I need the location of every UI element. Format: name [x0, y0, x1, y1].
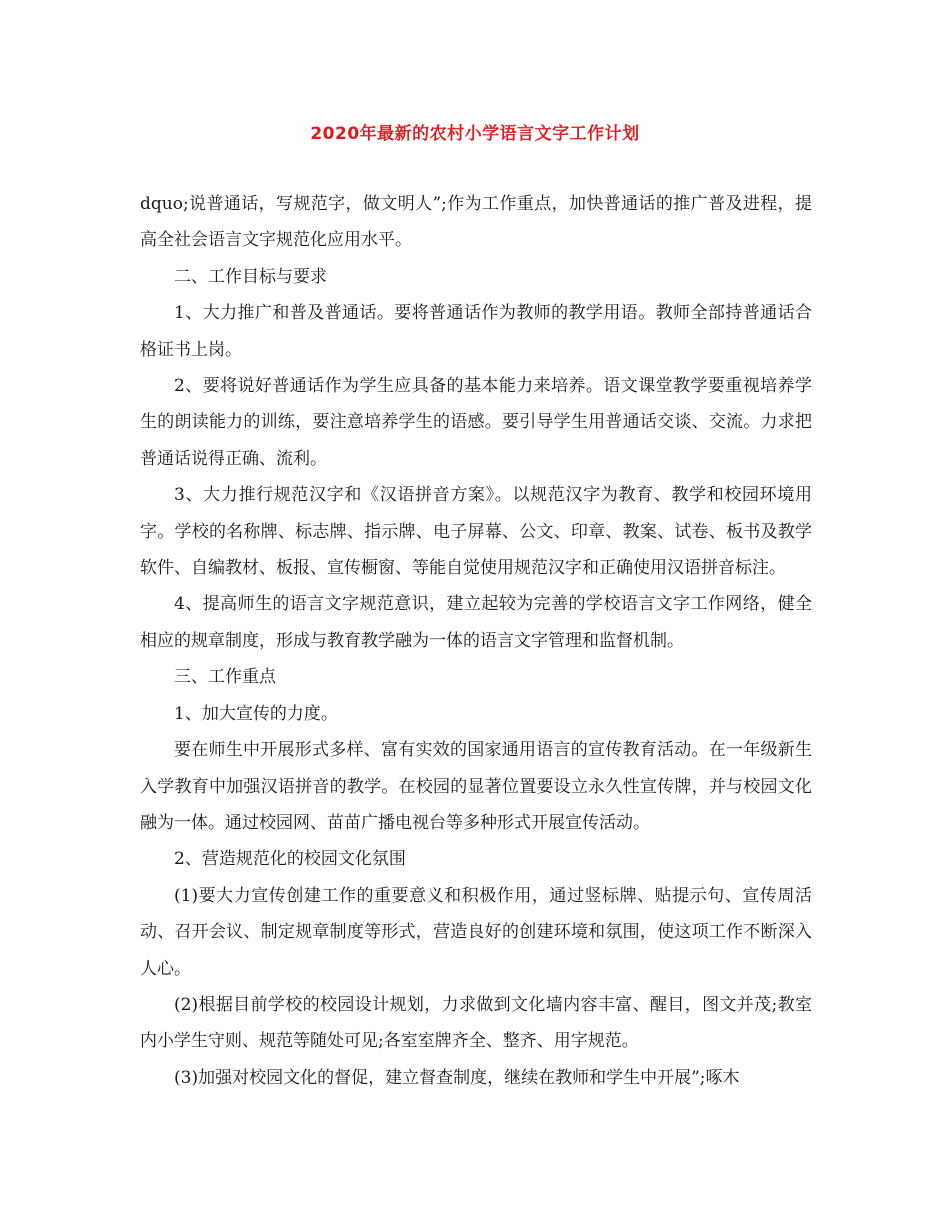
- section-heading: 二、工作目标与要求: [174, 266, 327, 287]
- paragraph: (1)要大力宣传创建工作的重要意义和积极作用，通过竖标牌、贴提示句、宣传周活动、召开会议、制定规章制度等形式，营造良好的创建环境和氛围，使这项工作不断深入人心。: [140, 885, 812, 979]
- document-body: [140, 186, 812, 1096]
- paragraph: 2、要将说好普通话作为学生应具备的基本能力来培养。语文课堂教学要重视培养学生的朗读能力的训练，要注意培养学生的语感。要引导学生用普通话交谈、交流。力求把普通话说得正确、流利。: [140, 376, 812, 469]
- subsection-heading: 1、加大宣传的力度。: [174, 703, 338, 724]
- paragraph: 4、提高师生的语言文字规范意识，建立起较为完善的学校语言文字工作网络，健全相应的规章制度，形成与教育教学融为一体的语言文字管理和监督机制。: [140, 594, 812, 651]
- paragraph: (2)根据目前学校的校园设计规划，力求做到文化墙内容丰富、醒目，图文并茂;教室内小学生守则、规范等随处可见;各室室牌齐全、整齐、用字规范。: [140, 994, 812, 1052]
- section-heading: 三、工作重点: [174, 667, 276, 688]
- paragraph: (3)加强对校园文化的督促，建立督查制度，继续在教师和学生中开展”;啄木: [174, 1067, 740, 1088]
- subsection-heading: 2、营造规范化的校园文化氛围: [174, 849, 406, 870]
- paragraph: 1、大力推广和普及普通话。要将普通话作为教师的教学用语。教师全部持普通话合格证书上岗。: [140, 303, 812, 360]
- paragraph: 3、大力推行规范汉字和《汉语拼音方案》。以规范汉字为教育、教学和校园环境用字。学校的名称牌、标志牌、指示牌、电子屏幕、公文、印章、教案、试卷、板书及教学软件、自编教材、板报、宣传橱窗、等能自觉使用规范汉字和正确使用汉语拼音标注。: [140, 485, 812, 579]
- paragraph: 要在师生中开展形式多样、富有实效的国家通用语言的宣传教育活动。在一年级新生入学教育中加强汉语拼音的教学。在校园的显著位置要设立永久性宣传牌，并与校园文化融为一体。通过校园网、苗苗广播电视台等多种形式开展宣传活动。: [140, 740, 812, 833]
- document-title: 2020年最新的农村小学语言文字工作计划: [310, 124, 640, 144]
- paragraph: dquo;说普通话，写规范字，做文明人”;作为工作重点，加快普通话的推广普及进程，提高全社会语言文字规范化应用水平。: [140, 194, 812, 251]
